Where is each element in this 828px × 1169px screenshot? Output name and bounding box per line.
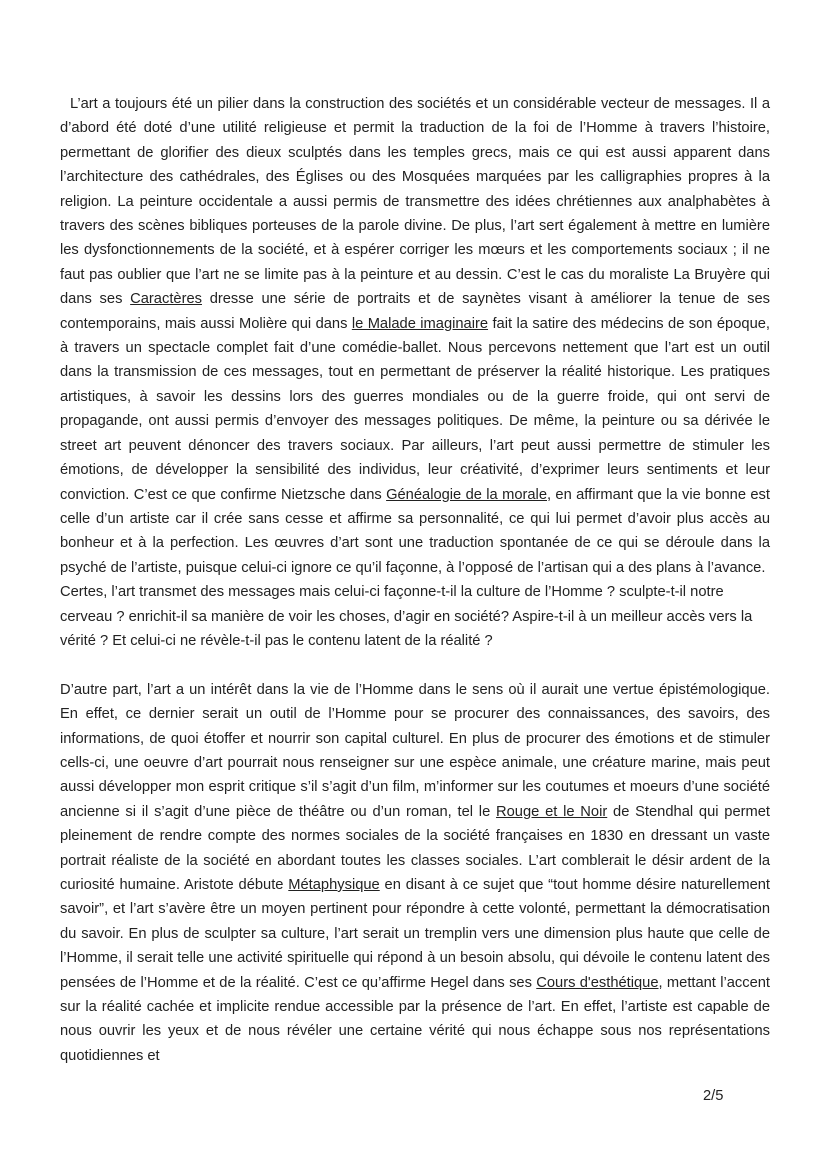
paragraph-spacer [60,653,770,677]
text-run: L’art a toujours été un pilier dans la construction des sociétés et un considérable vecteur de messages. Il a d’abord été doté d’une utilité religieuse et permit la traduction de la foi de l’Homme à travers l’histoire, permettant de glorifier des dieux sculptés dans les temples grecs, mais ce qui est aussi apparent dans l’architecture des cathédrales, des Églises ou des Mosquées marquées par les calligraphies propres à la religion. La peinture occidentale a aussi permis de transmettre des idées chrétiennes aux analphabètes à travers des scènes bibliques porteuses de la parole divine. De plus, l’art sert également à mettre en lumière les dysfonctionnements de la société, et à espérer corriger les mœurs et les comportements sociaux ; il ne faut pas oublier que l’art ne se limite pas à la peinture et au dessin. C’est le cas du moraliste La Bruyère qui dans ses [60,96,770,308]
text-run: en disant à ce sujet que “tout homme désire naturellement savoir”, et l’art s’avère être un moyen pertinent pour répondre à cette volonté, permettant la démocratisation du savoir. En plus de sculpter sa culture, l’art serait un tremplin vers une dimension plus haute que celle de l’Homme, il serait telle une activité spirituelle qui répond à un besoin absolu, qui dévoile le contenu latent des pensées de l’Homme et de la réalité. C’est ce qu’affirme Hegel dans ses [60,876,770,991]
work-title-caracteres: Caractères [130,291,202,308]
page-number: 2/5 [703,1088,724,1104]
text-run: , en affirmant que la vie bonne est celle d’un artiste car il crée sans cesse et affirme sa personnalité, ce qui lui permet d’avoir plus accès au bonheur et à la perfection. Les œuvres d’art sont une traduction spontanée de ce qui se déroule dans la psyché de l’artiste, puisque celui-ci ignore ce qu’il façonne, à l’opposé de l’artisan qui a des plans à l’avance. [60,486,770,576]
text-run: D’autre part, l’art a un intérêt dans la vie de l’Homme dans le sens où il aurait une vertue épistémologique. En effet, ce dernier serait un outil de l’Homme pour se procurer des connaissances, des savoirs, des informations, de quoi étoffer et nourrir son capital culturel. En plus de procurer des émotions et de stimuler cells-ci, une oeuvre d’art pourrait nous renseigner sur une espèce animale, une créature marine, mais peut aussi développer mon esprit critique s’il s’agit d’un film, m’informer sur les coutumes et moeurs d’une société ancienne si il s’agit d’une pièce de théâtre ou d’un roman, tel le [60,681,770,820]
paragraph-questions: Certes, l’art transmet des messages mais celui-ci façonne-t-il la culture de l’Homme ? sculpte-t-il notre cerveau ? enrichit-il sa manière de voir les choses, d’agir en société? Aspire-t-il à un meilleur accès vers la vérité ? Et celui-ci ne révèle-t-il pas le contenu latent de la réalité ? [60,584,753,649]
work-title-cours-esthetique: Cours d'esthétique [536,974,659,991]
text-run: dresse une série de portraits et de saynètes visant à améliorer la tenue de ses contemporains, mais aussi Molière qui dans [60,291,770,332]
work-title-malade-imaginaire: le Malade imaginaire [351,315,489,332]
paragraph-development [60,678,770,1069]
work-title-rouge-et-noir: Rouge et le Noir [496,803,608,820]
paragraph-intro [60,92,770,580]
document-body [60,92,770,1068]
text-run: de Stendhal qui permet pleinement de rendre compte des normes sociales de la société françaises en 1830 en dressant un vaste portrait réaliste de la société en abordant toutes les classes sociales. L’art comblerait le désir ardent de la curiosité humaine. Aristote débute [60,803,770,893]
text-run: fait la satire des médecins de son époque, à travers un spectacle complet fait d’une comédie-ballet. Nous percevons nettement que l’art est un outil dans la transmission de ces messages, tout en permettant de préserver la réalité historique. Les pratiques artistiques, à savoir les dessins lors des guerres mondiales ou de la guerre froide, qui ont servi de propagande, ont aussi permis d’envoyer des messages politiques. De même, la peinture ou sa dérivée le street art peuvent dénoncer des travers sociaux. Par ailleurs, l’art peut aussi permettre de stimuler les émotions, de développer la sensibilité des individus, leur créativité, d’exprimer leurs sentiments et leur conviction. C’est ce que confirme Nietzsche dans [60,315,770,503]
work-title-metaphysique: Métaphysique [288,876,380,893]
text-run: , mettant l’accent sur la réalité cachée et implicite rendue accessible par la présence de l’art. En effet, l’artiste est capable de nous ouvrir les yeux et de nous révéler une certaine vérité qui nous échappe sous nos représentations quotidiennes et [60,974,771,1064]
work-title-genealogie: Généalogie de la morale [386,486,547,503]
